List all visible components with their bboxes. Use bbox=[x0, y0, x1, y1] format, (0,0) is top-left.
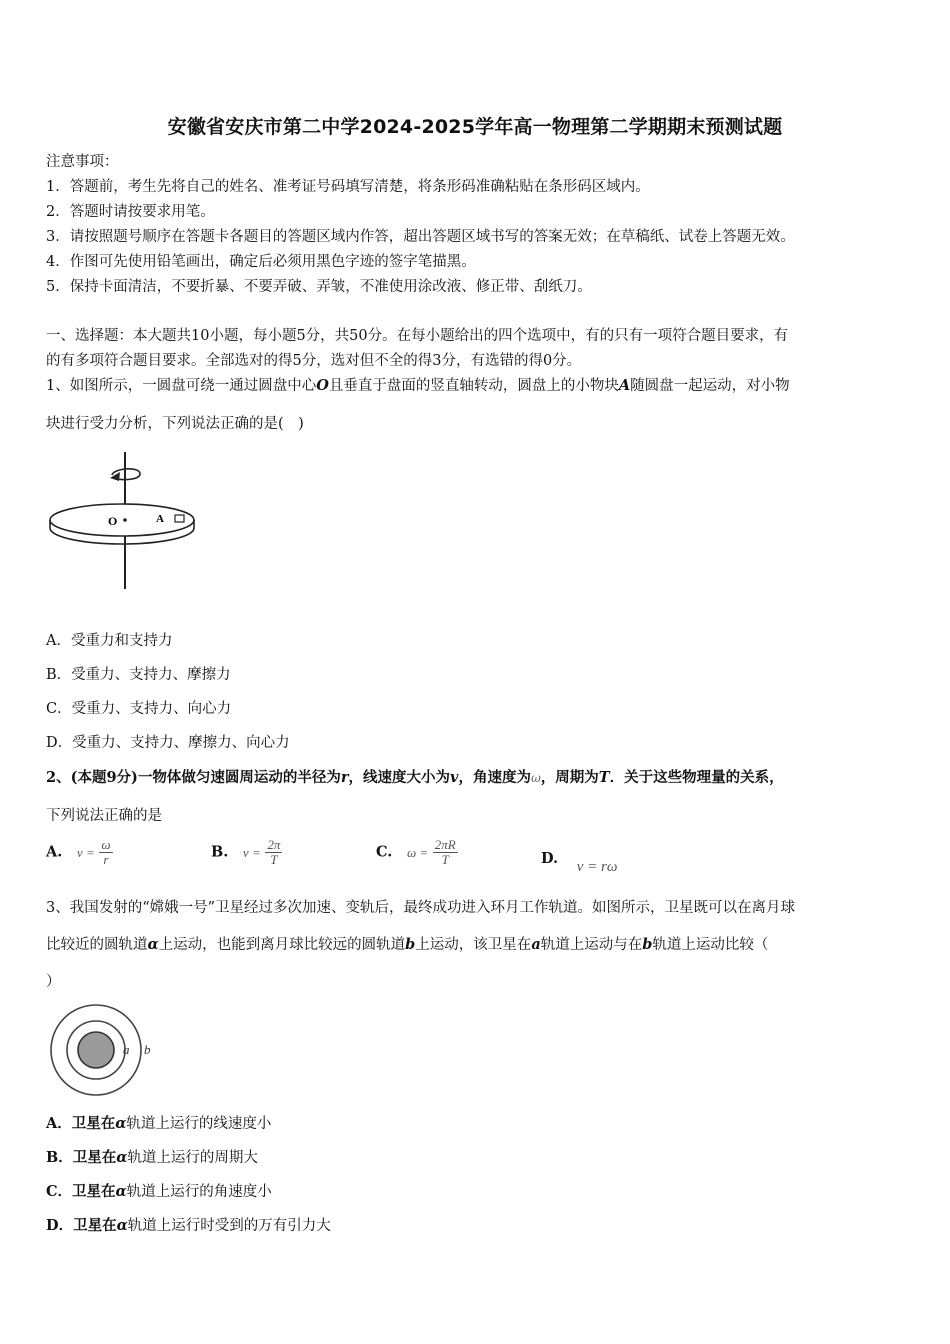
q3-stem-line1: 3、我国发射的“嫦娥一号”卫星经过多次加速、变轨后，最终成功进入环月工作轨道。如图所示，卫星既可以在离月球 bbox=[46, 900, 796, 916]
q1-option-a[interactable]: A．受重力和支持力 bbox=[46, 633, 173, 649]
q3-option-c[interactable]: C．卫星在α轨道上运行的角速度小 bbox=[46, 1183, 272, 1200]
section-intro: 一、选择题：本大题共10小题，每小题5分，共50分。在每小题给出的四个选项中，有的只有一项符合题目要求，有 bbox=[46, 328, 789, 344]
q1-stem: 1、如图所示，一圆盘可绕一通过圆盘中心O且垂直于盘面的竖直轴转动，圆盘上的小物块A随圆盘一起运动，对小物 bbox=[46, 377, 790, 394]
note-item: 5．保持卡面清洁，不要折暴、不要弄破、弄皱，不准使用涂改液、修正带、刮纸刀。 bbox=[46, 279, 592, 295]
q3-option-b[interactable]: B．卫星在α轨道上运行的周期大 bbox=[46, 1149, 258, 1166]
note-item: 1．答题前，考生先将自己的姓名、准考证号码填写清楚，将条形码准确粘贴在条形码区域内。 bbox=[46, 179, 650, 195]
q3-option-d[interactable]: D．卫星在α轨道上运行时受到的万有引力大 bbox=[46, 1217, 331, 1234]
orbit-b-label: b bbox=[144, 1042, 151, 1057]
section-intro: 的有多项符合题目要求。全部选对的得5分，选对但不全的得3分，有选错的得0分。 bbox=[46, 353, 582, 369]
block-shape bbox=[175, 515, 184, 522]
moon-circle bbox=[78, 1032, 114, 1068]
q2-stem: 2、(本题9分)一物体做匀速圆周运动的半径为r，线速度大小为v，角速度为ω，周期为T．关于这些物理量的关系， bbox=[46, 769, 784, 786]
q2-option-a[interactable]: A. v = $\frac{\omega}{r}$ bbox=[46, 837, 111, 867]
block-label: A bbox=[156, 513, 164, 525]
q1-option-c[interactable]: C．受重力、支持力、向心力 bbox=[46, 701, 232, 717]
q2-option-d[interactable]: D. v = rω bbox=[541, 850, 618, 875]
q2-option-c[interactable]: C. ω = $\frac{2\pi R}{T}$ bbox=[376, 837, 456, 867]
note-item: 4．作图可先使用铅笔画出，确定后必须用黑色字迹的签字笔描黑。 bbox=[46, 254, 476, 270]
q3-stem-line2: 比较近的圆轨道α上运动，也能到离月球比较远的圆轨道b上运动，该卫星在a轨道上运动与在b轨道上运动比较（ bbox=[46, 936, 769, 953]
note-item: 2．答题时请按要求用笔。 bbox=[46, 204, 215, 220]
q2-stem-line2: 下列说法正确的是 bbox=[46, 808, 162, 824]
orbit-a-label: a bbox=[123, 1042, 130, 1057]
rotating-disk-figure bbox=[48, 448, 208, 593]
q1-option-d[interactable]: D．受重力、支持力、摩擦力、向心力 bbox=[46, 735, 290, 751]
disk-center-label: O bbox=[108, 514, 118, 528]
q3-stem-line3: ） bbox=[46, 974, 61, 990]
q1-stem-line2: 块进行受力分析，下列说法正确的是( ) bbox=[46, 416, 304, 432]
q1-option-b[interactable]: B．受重力、支持力、摩擦力 bbox=[46, 667, 231, 683]
page-title: 安徽省安庆市第二中学2024-2025学年高一物理第二学期期末预测试题 bbox=[167, 116, 783, 138]
notes-heading: 注意事项： bbox=[46, 154, 119, 170]
lunar-orbit-figure bbox=[44, 1003, 164, 1099]
q3-option-a[interactable]: A．卫星在α轨道上运行的线速度小 bbox=[46, 1115, 272, 1132]
q2-option-b[interactable]: B. v = $\frac{2\pi}{T}$ bbox=[211, 837, 281, 867]
note-item: 3．请按照题号顺序在答题卡各题目的答题区域内作答，超出答题区域书写的答案无效；在草稿纸、试卷上答题无效。 bbox=[46, 229, 795, 245]
